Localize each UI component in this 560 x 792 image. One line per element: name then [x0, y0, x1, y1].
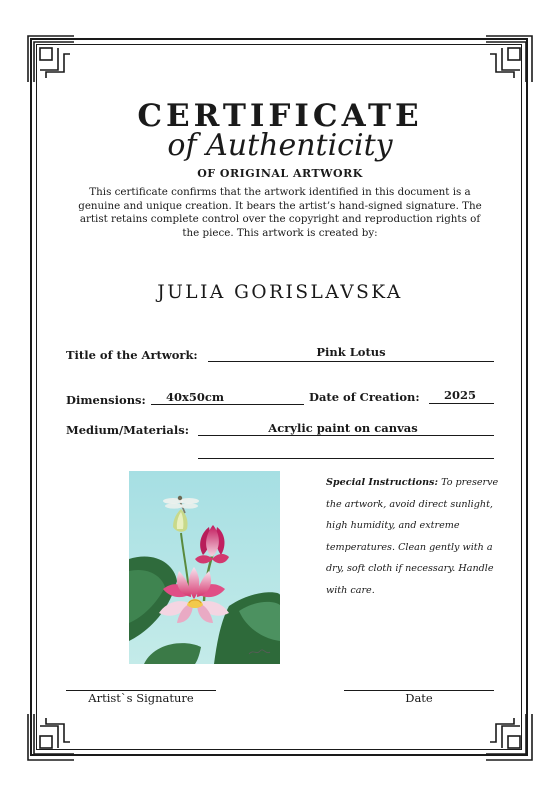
- artist-signature-label: Artist`s Signature: [88, 691, 194, 705]
- intro-paragraph: This certificate confirms that the artwork identified in this document is a genuine and unique creation. It bears the artist’s hand-signed signature. The artist retains complete control over the copyright and reproduction rights of the piece. This artwork is created by:: [78, 186, 482, 239]
- dimensions-label: Dimensions:: [66, 393, 146, 407]
- pink-lotus-painting: [129, 471, 280, 664]
- date-signature-label: Date: [405, 691, 433, 705]
- date-of-creation-value: 2025: [443, 388, 476, 402]
- artwork-image: [129, 471, 280, 664]
- date-of-creation-line: [429, 403, 494, 404]
- medium-line: [198, 435, 494, 436]
- certificate-kind: OF ORIGINAL ARTWORK: [197, 167, 363, 180]
- medium-value: Acrylic paint on canvas: [268, 421, 418, 435]
- corner-ornament-bottom-left: [26, 712, 76, 762]
- artwork-title-line: [208, 361, 494, 362]
- medium-label: Medium/Materials:: [66, 423, 189, 437]
- corner-ornament-top-left: [26, 34, 76, 84]
- artwork-title-value: Pink Lotus: [316, 345, 386, 359]
- date-of-creation-label: Date of Creation:: [309, 390, 420, 404]
- special-instructions: [326, 472, 506, 602]
- artist-name: JULIA GORISLAVSKA: [157, 282, 403, 303]
- corner-ornament-bottom-right: [484, 712, 534, 762]
- dimensions-line: [151, 404, 304, 405]
- certificate-subtitle: of Authenticity: [167, 128, 393, 163]
- certificate-title: CERTIFICATE: [137, 98, 423, 134]
- corner-ornament-top-right: [484, 34, 534, 84]
- medium-extra-line: [198, 458, 494, 459]
- special-instructions-text: To preserve the artwork, avoid direct sunlight, high humidity, and extreme temperatures. Clean gently with a dry, soft cloth if necessary. Handle with care.: [326, 477, 499, 596]
- dimensions-value: 40x50cm: [165, 390, 225, 404]
- special-instructions-heading: Special Instructions:: [326, 477, 438, 488]
- artwork-title-label: Title of the Artwork:: [66, 348, 198, 362]
